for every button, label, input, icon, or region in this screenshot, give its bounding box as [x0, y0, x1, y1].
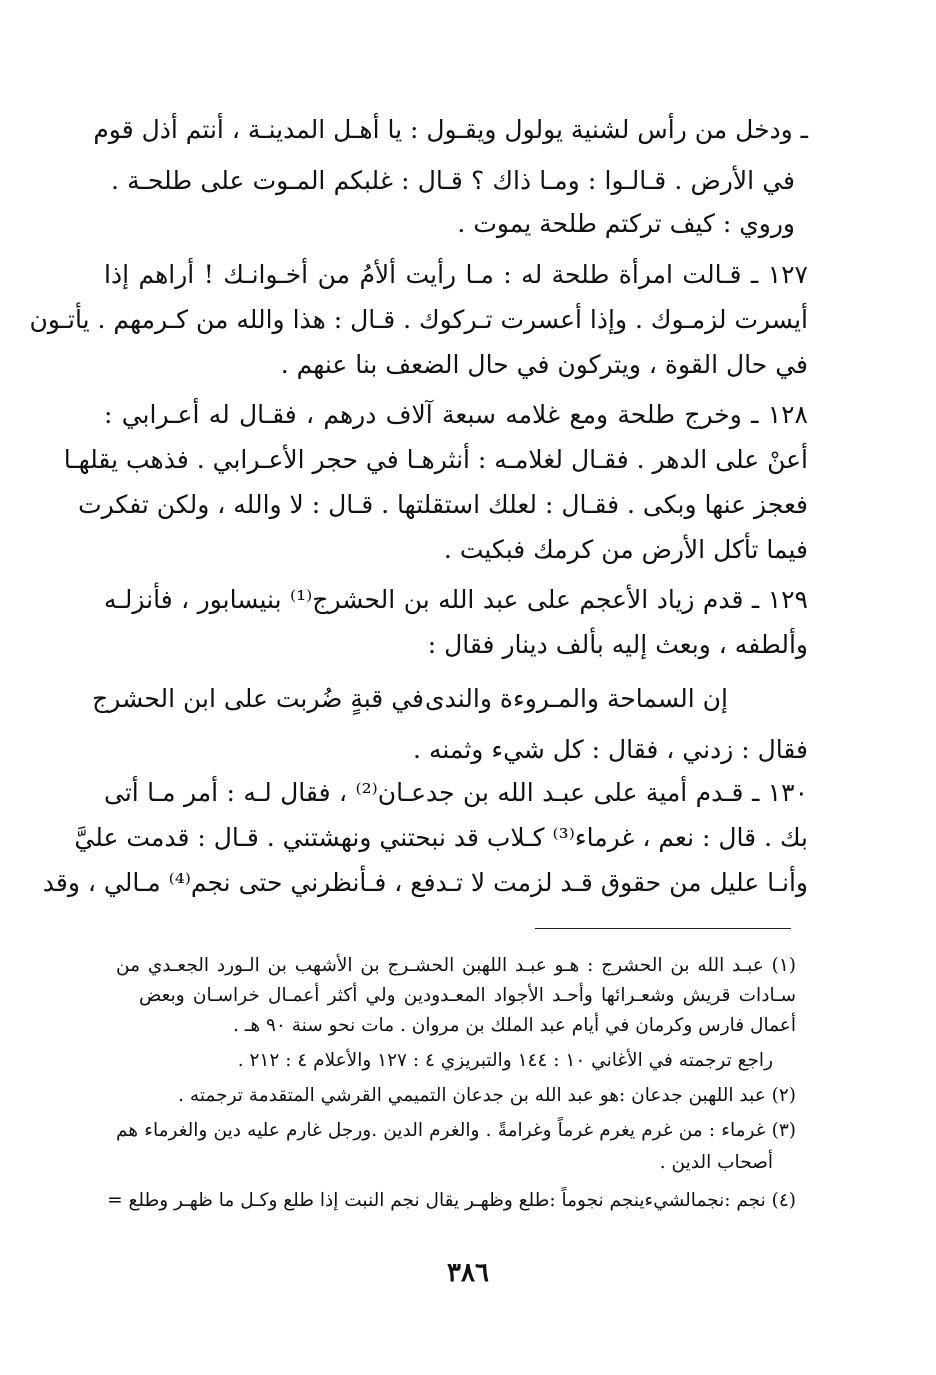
body-line: ١٣٠ ـ قـدم أمية على عبـد الله بن جدعـان⁽²⁾ ، فقال لـه : أمر مـا أتى	[104, 778, 809, 807]
body-line: في حال القوة ، ويتركون في حال الضعف بنا عنهم .	[280, 350, 808, 379]
body-line: فعجز عنها وبكى . فقـال : لعلك استقلتها . قـال : لا والله ، ولكن تفكرت	[78, 490, 808, 519]
footnote-line: أصحاب الدين .	[659, 1152, 773, 1173]
body-line: فقال : زدني ، فقال : كل شيء وثمنه .	[413, 735, 808, 764]
body-line: فيما تأكل الأرض من كرمك فبكيت .	[443, 535, 808, 564]
page-number: ٣٨٦	[447, 1258, 489, 1288]
body-line: ١٢٩ ـ قدم زياد الأعجم على عبد الله بن الحشرج⁽¹⁾ بنيسابور ، فأنزلـه	[104, 585, 808, 614]
body-line: ـ ودخل من رأس لشنية يولول ويقـول : يا أهـل المدينـة ، أنتم أذل قوم	[93, 115, 808, 144]
footnote-line: راجع ترجمته في الأغاني ١٠ : ١٤٤ والتبريزي ٤ : ١٢٧ والأعلام ٤ : ٢١٢ .	[237, 1050, 773, 1071]
footnote-line: (٤) نجم :نجمالشيءينجم نجوماً :طلع وظهـر يقال نجم النبت إذا طلع وكـل ما ظهـر وطلع =	[107, 1190, 796, 1211]
body-line: بك . قال : نعم ، غرماء⁽³⁾ كـلاب قد نبحتني ونهشتني . قـال : قدمت عليَّ	[74, 823, 808, 852]
footnote-line: (٣) غرماء : من غرم يغرم غرماً وغرامةً . والغرم الدين .ورجل غارم عليه دين والغرماء هم	[116, 1120, 796, 1141]
verse-hemistich-first: إن السماحة والمـروءة والندى	[425, 684, 728, 713]
body-line: ١٢٧ ـ قـالت امرأة طلحة له : مـا رأيت ألأمُ من أخـوانـك ! أراهم إذا	[104, 260, 808, 289]
verse-hemistich-second: في قبةٍ ضُربت على ابن الحشرج	[92, 684, 424, 713]
body-line: وألطفه ، وبعث إليه بألف دينار فقال :	[427, 630, 808, 659]
body-line: وأنـا عليل من حقوق قـد لزمت لا تـدفع ، فـأنظرني حتى نجم⁽⁴⁾ مـالي ، وقد	[42, 868, 808, 897]
body-line: وروي : كيف تركتم طلحة يموت .	[457, 209, 795, 238]
body-line: ١٢٨ ـ وخرج طلحة ومع غلامه سبعة آلاف درهم ، فقـال له أعـرابي :	[104, 400, 808, 429]
footnote-line: (١) عبـد الله بن الحشرج : هـو عبـد اللهبن الحشـرج بن الأشهب بن الـورد الجعـدي من	[116, 955, 796, 976]
footnote-line: أعمال فارس وكرمان في أيام عبد الملك بن مروان . مات نحو سنة ٩٠ هـ .	[233, 1015, 796, 1036]
body-line: أيسرت لزمـوك . وإذا أعسرت تـركوك . قـال : هذا والله من كـرمهم . يأتـون	[29, 305, 808, 334]
footnote-line: سـادات قريش وشعـرائها وأحـد الأجواد المعـدودين ولي أكثر أعمـال خراسـان وبعض	[139, 985, 796, 1006]
body-line: في الأرض . قـالـوا : ومـا ذاك ؟ قـال : غلبكم المـوت على طلحـة .	[111, 166, 795, 195]
body-line: أعنْ على الدهر . فقـال لغلامـه : أنثرهـا في حجر الأعـرابي . فذهب يقلهـا	[63, 445, 808, 474]
footnote-separator	[535, 928, 791, 929]
footnote-line: (٢) عبد اللهبن جدعان :هو عبد الله بن جدعان التميمي القرشي المتقدمة ترجمته .	[178, 1085, 796, 1106]
